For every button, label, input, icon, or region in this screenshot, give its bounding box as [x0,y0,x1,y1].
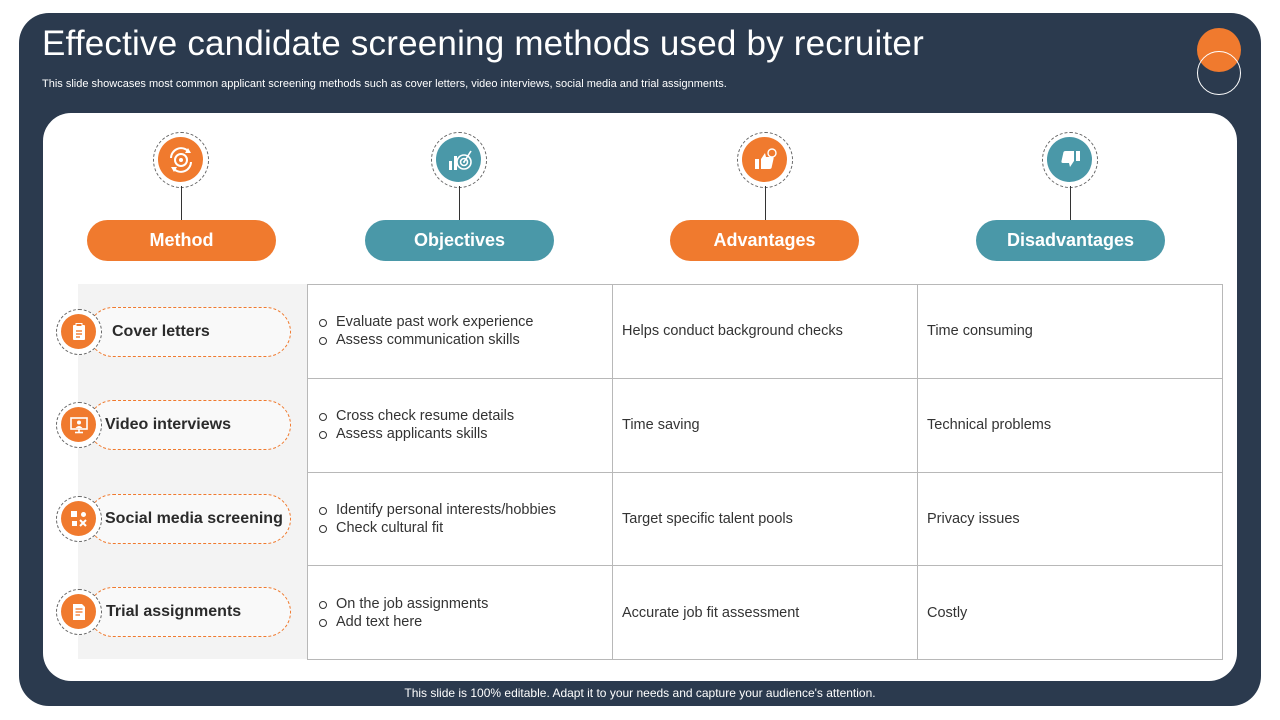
disadvantage-cell: Technical problems [918,378,1223,472]
method-label: Trial assignments [106,603,242,620]
process-cycle-icon [153,132,209,188]
connector-line [1070,186,1071,222]
objective-item: Assess communication skills [317,331,603,349]
objectives-cell [308,285,613,379]
connector-line [765,186,766,222]
method-label: Cover letters [112,323,210,340]
objective-item: Check cultural fit [317,519,603,537]
advantage-cell: Helps conduct background checks [613,285,918,379]
objective-item: Evaluate past work experience [317,313,603,331]
disadvantage-cell: Costly [918,566,1223,660]
clipboard-icon [56,309,102,355]
objectives-cell [308,566,613,660]
thumbs-down-icon [1042,132,1098,188]
decorative-ring-icon [1197,51,1241,95]
objective-item: Assess applicants skills [317,425,603,443]
method-video-interviews [56,399,296,451]
method-label: Social media screening [105,510,283,527]
header-objectives: Objectives [365,220,554,261]
thumbs-up-icon [737,132,793,188]
objectives-cell [308,378,613,472]
table-row [308,472,1223,566]
connector-line [459,186,460,222]
table-row [308,378,1223,472]
objective-item: Identify personal interests/hobbies [317,501,603,519]
advantage-cell: Accurate job fit assessment [613,566,918,660]
method-trial-assignments [56,586,296,638]
disadvantage-cell: Privacy issues [918,472,1223,566]
advantage-cell: Time saving [613,378,918,472]
method-social-media-screening [56,493,296,545]
objective-item: Cross check resume details [317,407,603,425]
header-advantages: Advantages [670,220,859,261]
connector-line [181,186,182,222]
objective-item: Add text here [317,613,603,631]
document-pen-icon [56,589,102,635]
disadvantage-cell: Time consuming [918,285,1223,379]
header-disadvantages: Disadvantages [976,220,1165,261]
objective-item: On the job assignments [317,595,603,613]
slide-title: Effective candidate screening methods used by recruiter [42,24,924,63]
objectives-cell [308,472,613,566]
slide-footer: This slide is 100% editable. Adapt it to your needs and capture your audience's attention. [404,686,876,700]
slide-subtitle: This slide showcases most common applicant screening methods such as cover letters, video interviews, social media and trial assignments. [42,78,727,90]
method-label: Video interviews [105,416,231,433]
screening-table [307,284,1223,660]
target-chart-icon [431,132,487,188]
advantage-cell: Target specific talent pools [613,472,918,566]
method-cover-letters [56,306,296,358]
table-row [308,285,1223,379]
table-row [308,566,1223,660]
header-method: Method [87,220,276,261]
video-screen-icon [56,402,102,448]
social-network-icon [56,496,102,542]
